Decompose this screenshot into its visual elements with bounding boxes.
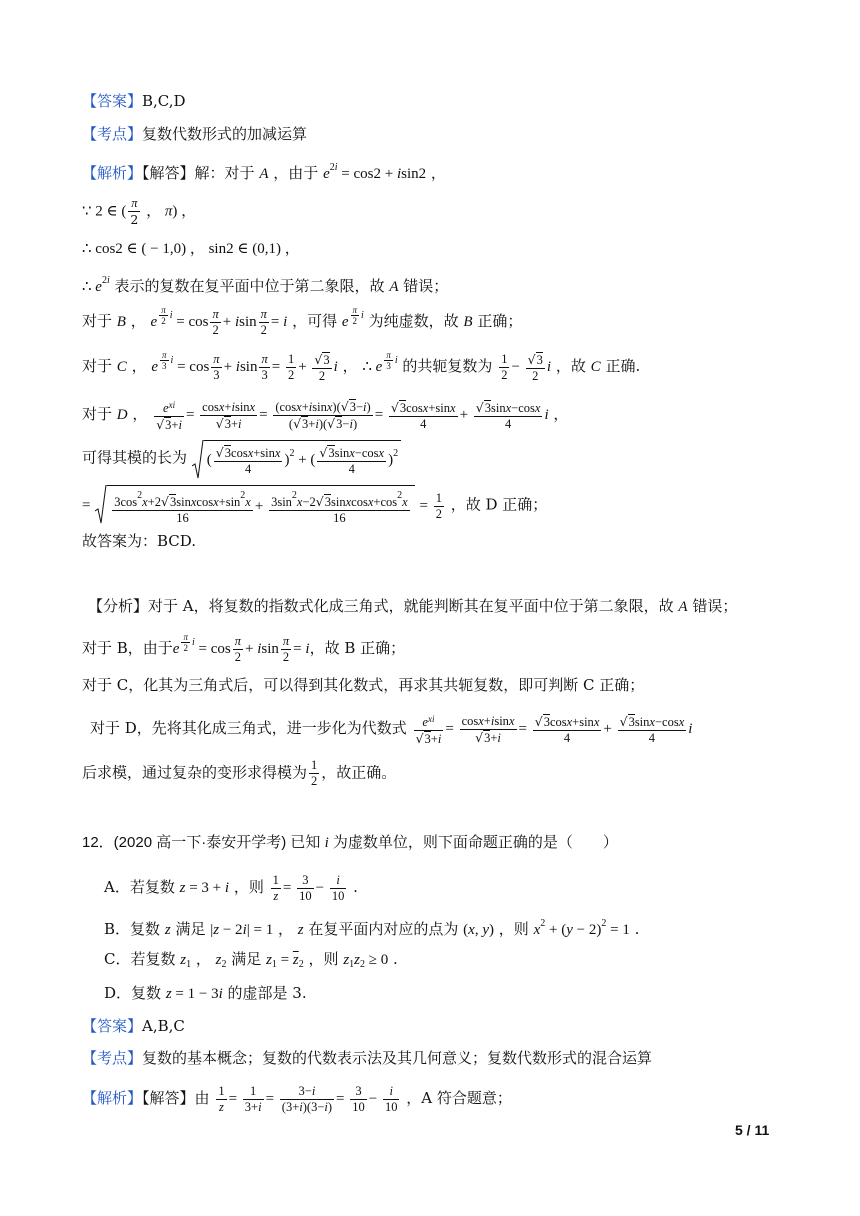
line-c: 对于 C ， e $^{\frac{\pi}{3} i}$ = cos $\frac{\pi}{3}$ + isin $\frac{\pi}{3}$ = $\frac{1}{2}$ + $\frac{√3}{2}$ i ， ∴ e $^{\frac{\pi}{3} i}$ 的共轭复数为 $\frac{1}{2}$ − $\frac{√3}{2}$ i ，故 C 正确.: [82, 350, 641, 383]
sqrt-sign-icon: [192, 440, 204, 480]
c-text: 的共轭复数为: [402, 357, 493, 375]
mod-text: 可得其模的长为: [82, 448, 188, 467]
c-prefix: 对于: [82, 357, 113, 375]
b-end: 正确；: [477, 312, 523, 330]
fx-l4: 对于 D，先将其化成三角式，进一步化为代数式: [90, 718, 407, 737]
fx-l5-a: 后求模，通过复杂的变形求得模为: [82, 763, 308, 782]
fx-l5-b: ，故正确。: [321, 763, 397, 782]
sqrt-sign-icon: [95, 485, 107, 525]
fx-line-4: 对于 D，先将其化成三角式，进一步化为代数式 $\frac{e^{xi}}{√3+i}$ = $\frac{\cos x+isinx}{√3+i}$ = $\frac{√3\cos x+\sin x}{4}$ + $\frac{√3\sin x-\cos x}{4}$ i: [90, 713, 693, 746]
q12-c-text: C．若复数: [104, 950, 176, 968]
b-mid: ，可得: [292, 312, 338, 330]
q12-analysis-end: ，A 符合题意；: [406, 1088, 512, 1107]
modulus-sqrt: ( $\frac{√3\cos x+\sin x}{4}$ )$^2$ + ( $\frac{√3\sin x-\cos x}{4}$ )$^2$: [192, 440, 401, 477]
b-text: 为纯虚数，故: [368, 312, 459, 330]
c-end: ，故: [555, 357, 586, 375]
line-d: 对于 D ， $\frac{e^{xi}}{√3+i}$ = $\frac{\cos x+isinx}{√3+i}$ = $\frac{(\cos x+isinx)(√3-i)}{(√3+i)(√3-i)}$ = $\frac{√3\cos x+\sin x}{4}$ + $\frac{√3\sin x-\cos x}{4}$ i ，: [82, 399, 569, 432]
answer-tag: 【答案】: [82, 92, 143, 110]
label-a: A: [259, 166, 269, 182]
point-value: 复数代数形式的加减运算: [142, 125, 308, 143]
frac-pi-2: $\frac{\pi}{2}$: [130, 196, 139, 227]
line-4: ∴ $e^{2i}$ 表示的复数在复平面中位于第二象限，故 A 错误；: [82, 275, 449, 295]
q12-option-d: D．复数 z = 1 − 3i 的虚部是 3.: [104, 984, 307, 1002]
q12-a-text: A．若复数: [104, 877, 175, 896]
q12-answer-value: A,B,C: [142, 1017, 185, 1035]
q12-d-end: 的虚部是 3.: [227, 984, 307, 1002]
line-2: ∵ 2 ∈ ( $\frac{\pi}{2}$ ， π) ，: [82, 196, 197, 227]
fx-line-5: 后求模，通过复杂的变形求得模为 $\frac{1}{2}$ ，故正确。: [82, 758, 397, 788]
q12-option-b: B．复数 z 满足 |z − 2i| = 1 ， z 在复平面内对应的点为 (x, y) ，则 $x^2 + (y - 2)^2 = 1$ .: [104, 918, 640, 938]
line-mod-2: = $\frac{3\cos^2x+2√3sinxcosx+\sin^2x}{16}$ + $\frac{3\sin^2x-2√3sinxcosx+\cos^2x}{16}$ = $\frac{1}{2}$ ，故 D 正确；: [82, 485, 547, 526]
conclusion-line: [82, 530, 196, 552]
q12-option-a: A．若复数 z = 3 + i ，则 $\frac{1}{z}$ = $\frac{3}{10}$ − $\frac{i}{10}$ .: [104, 873, 358, 903]
line-mod: [82, 440, 401, 477]
line-3-text: ∴ cos2 ∈ ( − 1,0) ， sin2 ∈ (0,1) ，: [82, 241, 300, 257]
b-prefix: 对于: [82, 312, 113, 330]
fx-l2-prefix: 对于 B，由于: [82, 639, 173, 657]
q12-point-value: 复数的基本概念；复数的代数表示法及其几何意义；复数代数形式的混合运算: [142, 1049, 653, 1067]
d-prefix: 对于: [82, 404, 113, 423]
fx-line-2: 对于 B，由于e $^{\frac{\pi}{2} i}$ = cos $\frac{\pi}{2}$ + isin $\frac{\pi}{2}$ = i，故 B 正确；: [82, 632, 406, 665]
q12-analysis-tag: 【解析】: [82, 1088, 143, 1107]
fx-line-1: 【分析】对于 A，将复数的指数式化成三角式，就能判断其在复平面中位于第二象限，故 A 错误；: [88, 597, 738, 615]
q12-c-mid: 满足: [231, 950, 262, 968]
q12-option-c: C．若复数 $z_1$ ， $z_2$ 满足 $z_1 = \overline{z}_2$ ，则 $z_1z_2 \ge 0$ .: [104, 950, 398, 970]
point-tag: 【考点】: [82, 125, 143, 143]
q12-number: 12．(2020 高一下·泰安开学考) 已知: [82, 834, 321, 851]
analysis-mid: ，由于: [273, 164, 319, 182]
modulus-sqrt-2: $\frac{3\cos^2x+2√3sinxcosx+\sin^2x}{16}$ + $\frac{3\sin^2x-2√3sinxcosx+\cos^2x}{16}$: [95, 485, 414, 526]
q12-b-mid2: 在复平面内对应的点为: [308, 920, 459, 938]
q12-stem-mid: 为虚数单位，则下面命题正确的是（ ）: [332, 834, 618, 851]
fx-line-3: [82, 674, 644, 696]
q12-analysis-line: 【解析】【解答】由 $\frac{1}{z}$ = $\frac{1}{3+i}$ = $\frac{3-i}{(3+i)(3-i)}$ = $\frac{3}{10}$ − $\frac{i}{10}$ ，A 符合题意；: [82, 1084, 512, 1114]
d-end: ，故 D 正确；: [450, 495, 548, 514]
q12-b-mid: 满足: [175, 920, 206, 938]
fx-l1: 对于 A，将复数的指数式化成三角式，就能判断其在复平面中位于第二象限，故: [148, 597, 674, 615]
answer-line-1: [82, 90, 186, 112]
analysis-intro: 【解答】解：对于: [142, 164, 255, 182]
q12-answer-tag: 【答案】: [82, 1017, 143, 1035]
point-line-1: [82, 123, 307, 145]
line-b: 对于 B ， e $^{\frac{\pi}{2} i}$ = cos $\frac{\pi}{2}$ + isin $\frac{\pi}{2}$ = i ，可得 e $^{\frac{\pi}{2} i}$ 为纯虚数，故 B 正确；: [82, 305, 523, 338]
q12-c-mid2: ，则: [308, 950, 339, 968]
line-2-text: ∵ 2 ∈ (: [82, 203, 127, 220]
line-3: [82, 237, 300, 260]
formula-e2i: $e^{2i} = \cos 2 + isin2$: [323, 162, 427, 182]
q12-b-text: B．复数: [104, 920, 161, 938]
line-4-end: 错误；: [403, 277, 449, 295]
q12-point-tag: 【考点】: [82, 1049, 143, 1067]
fx-l2-end: ，故 B 正确；: [309, 639, 406, 657]
line-4-text: 表示的复数在复平面中位于第二象限，故: [114, 277, 385, 295]
q12-stem: 12．(2020 高一下·泰安开学考) 已知 i 为虚数单位，则下面命题正确的是（ ）: [82, 834, 618, 851]
fx-tag: 【分析】: [88, 597, 149, 615]
answer-value: B,C,D: [142, 92, 186, 110]
analysis-tag: 【解析】: [82, 164, 143, 182]
c-end2: 正确.: [605, 357, 641, 375]
fx-l1-end: 错误；: [692, 597, 738, 615]
page-number: 5 / 11: [735, 1122, 770, 1138]
q12-b-mid3: ，则: [498, 920, 529, 938]
analysis-line-1: 【解析】【解答】解：对于 A ，由于 $e^{2i} = \cos 2 + isin2$ ，: [82, 162, 446, 182]
fx-l3: 对于 C，化其为三角式后，可以得到其化数式，再求其共轭复数，即可判断 C 正确；: [82, 676, 645, 694]
q12-point-line: [82, 1047, 652, 1069]
q12-a-mid: ，则: [233, 877, 264, 896]
q12-analysis-intro: 【解答】由: [142, 1088, 210, 1107]
conclusion-text: 故答案为：BCD.: [82, 532, 197, 550]
q12-d-text: D．复数: [104, 984, 162, 1002]
q12-answer-line: [82, 1015, 185, 1037]
